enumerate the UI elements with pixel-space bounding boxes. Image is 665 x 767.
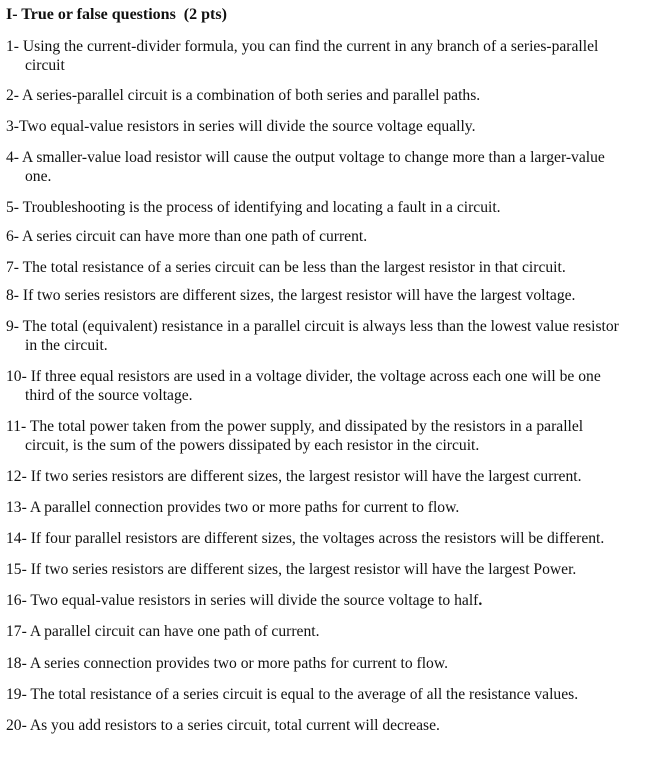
question-number: 17- [6, 623, 30, 640]
question-15 [6, 560, 658, 579]
section-heading [6, 5, 227, 25]
question-text: If three equal resistors are used in a voltage divider, the voltage across each one will be one [30, 368, 601, 385]
question-18 [6, 654, 658, 673]
question-text: A parallel connection provides two or more paths for current to flow. [29, 499, 460, 516]
question-number: 6- [6, 228, 23, 245]
question-10 [6, 367, 658, 405]
question-6 [6, 227, 658, 246]
question-number: 3- [6, 118, 19, 135]
question-text: Troubleshooting is the process of identifying and locating a fault in a circuit. [22, 199, 501, 216]
question-number: 1- [6, 38, 23, 55]
question-number: 8- [6, 287, 23, 304]
question-text: A series-parallel circuit is a combination of both series and parallel paths. [22, 87, 481, 104]
question-number: 16- [6, 592, 31, 609]
question-number: 7- [6, 259, 23, 276]
question-text: The total power taken from the power supply, and dissipated by the resistors in a parallel [29, 418, 584, 435]
question-2 [6, 86, 658, 105]
question-number: 11- [6, 418, 30, 435]
question-text-continued: circuit [25, 57, 65, 74]
question-number: 4- [6, 149, 23, 166]
question-1 [6, 37, 658, 75]
question-text: If two series resistors are different sizes, the largest resistor will have the largest current. [30, 468, 582, 485]
question-text: Using the current-divider formula, you can find the current in any branch of a series-parallel [22, 38, 599, 55]
question-14 [6, 529, 658, 548]
question-number: 13- [6, 499, 30, 516]
question-text: As you add resistors to a series circuit, total current will decrease. [29, 717, 440, 734]
question-text: A smaller-value load resistor will cause the output voltage to change more than a larger-value [22, 149, 605, 166]
question-number: 18- [6, 655, 30, 672]
question-text: If two series resistors are different sizes, the largest resistor will have the largest Power. [30, 561, 577, 578]
question-text-continued: circuit, is the sum of the powers dissipated by each resistor in the circuit. [25, 437, 480, 454]
question-text: Two equal-value resistors in series will divide the source voltage to half [30, 592, 479, 609]
question-text-continued: third of the source voltage. [25, 387, 193, 404]
question-text: If two series resistors are different sizes, the largest resistor will have the largest voltage. [22, 287, 576, 304]
question-number: 20- [6, 717, 30, 734]
question-4 [6, 148, 658, 186]
question-text: If four parallel resistors are different sizes, the voltages across the resistors will be different. [30, 530, 605, 547]
question-19 [6, 685, 658, 704]
question-number: 10- [6, 368, 31, 385]
question-text: A parallel circuit can have one path of current. [29, 623, 320, 640]
question-text: The total resistance of a series circuit can be less than the largest resistor in that circuit. [22, 259, 566, 276]
question-text: The total (equivalent) resistance in a parallel circuit is always less than the lowest value resistor [22, 318, 619, 335]
question-text: Two equal-value resistors in series will divide the source voltage equally. [19, 118, 476, 135]
question-13 [6, 498, 658, 517]
question-12 [6, 467, 658, 486]
question-number: 2- [6, 87, 23, 104]
question-7 [6, 258, 658, 277]
question-text: A series connection provides two or more paths for current to flow. [29, 655, 449, 672]
question-number: 9- [6, 318, 23, 335]
question-3 [6, 117, 658, 136]
question-16 [6, 591, 658, 610]
question-text-continued: in the circuit. [25, 337, 108, 354]
section-title: I- True or false questions [6, 6, 176, 23]
question-5 [6, 198, 658, 217]
question-20 [6, 716, 658, 735]
question-text-continued: one. [25, 168, 52, 185]
question-number: 14- [6, 530, 31, 547]
question-11 [6, 417, 658, 455]
question-number: 19- [6, 686, 31, 703]
question-8 [6, 286, 658, 305]
question-text-bold-tail: . [478, 592, 483, 609]
question-17 [6, 622, 658, 641]
question-9 [6, 317, 658, 355]
question-number: 5- [6, 199, 23, 216]
section-points: (2 pts) [183, 6, 227, 23]
question-number: 12- [6, 468, 31, 485]
question-text: The total resistance of a series circuit is equal to the average of all the resistance values. [30, 686, 579, 703]
question-number: 15- [6, 561, 31, 578]
question-text: A series circuit can have more than one path of current. [22, 228, 368, 245]
